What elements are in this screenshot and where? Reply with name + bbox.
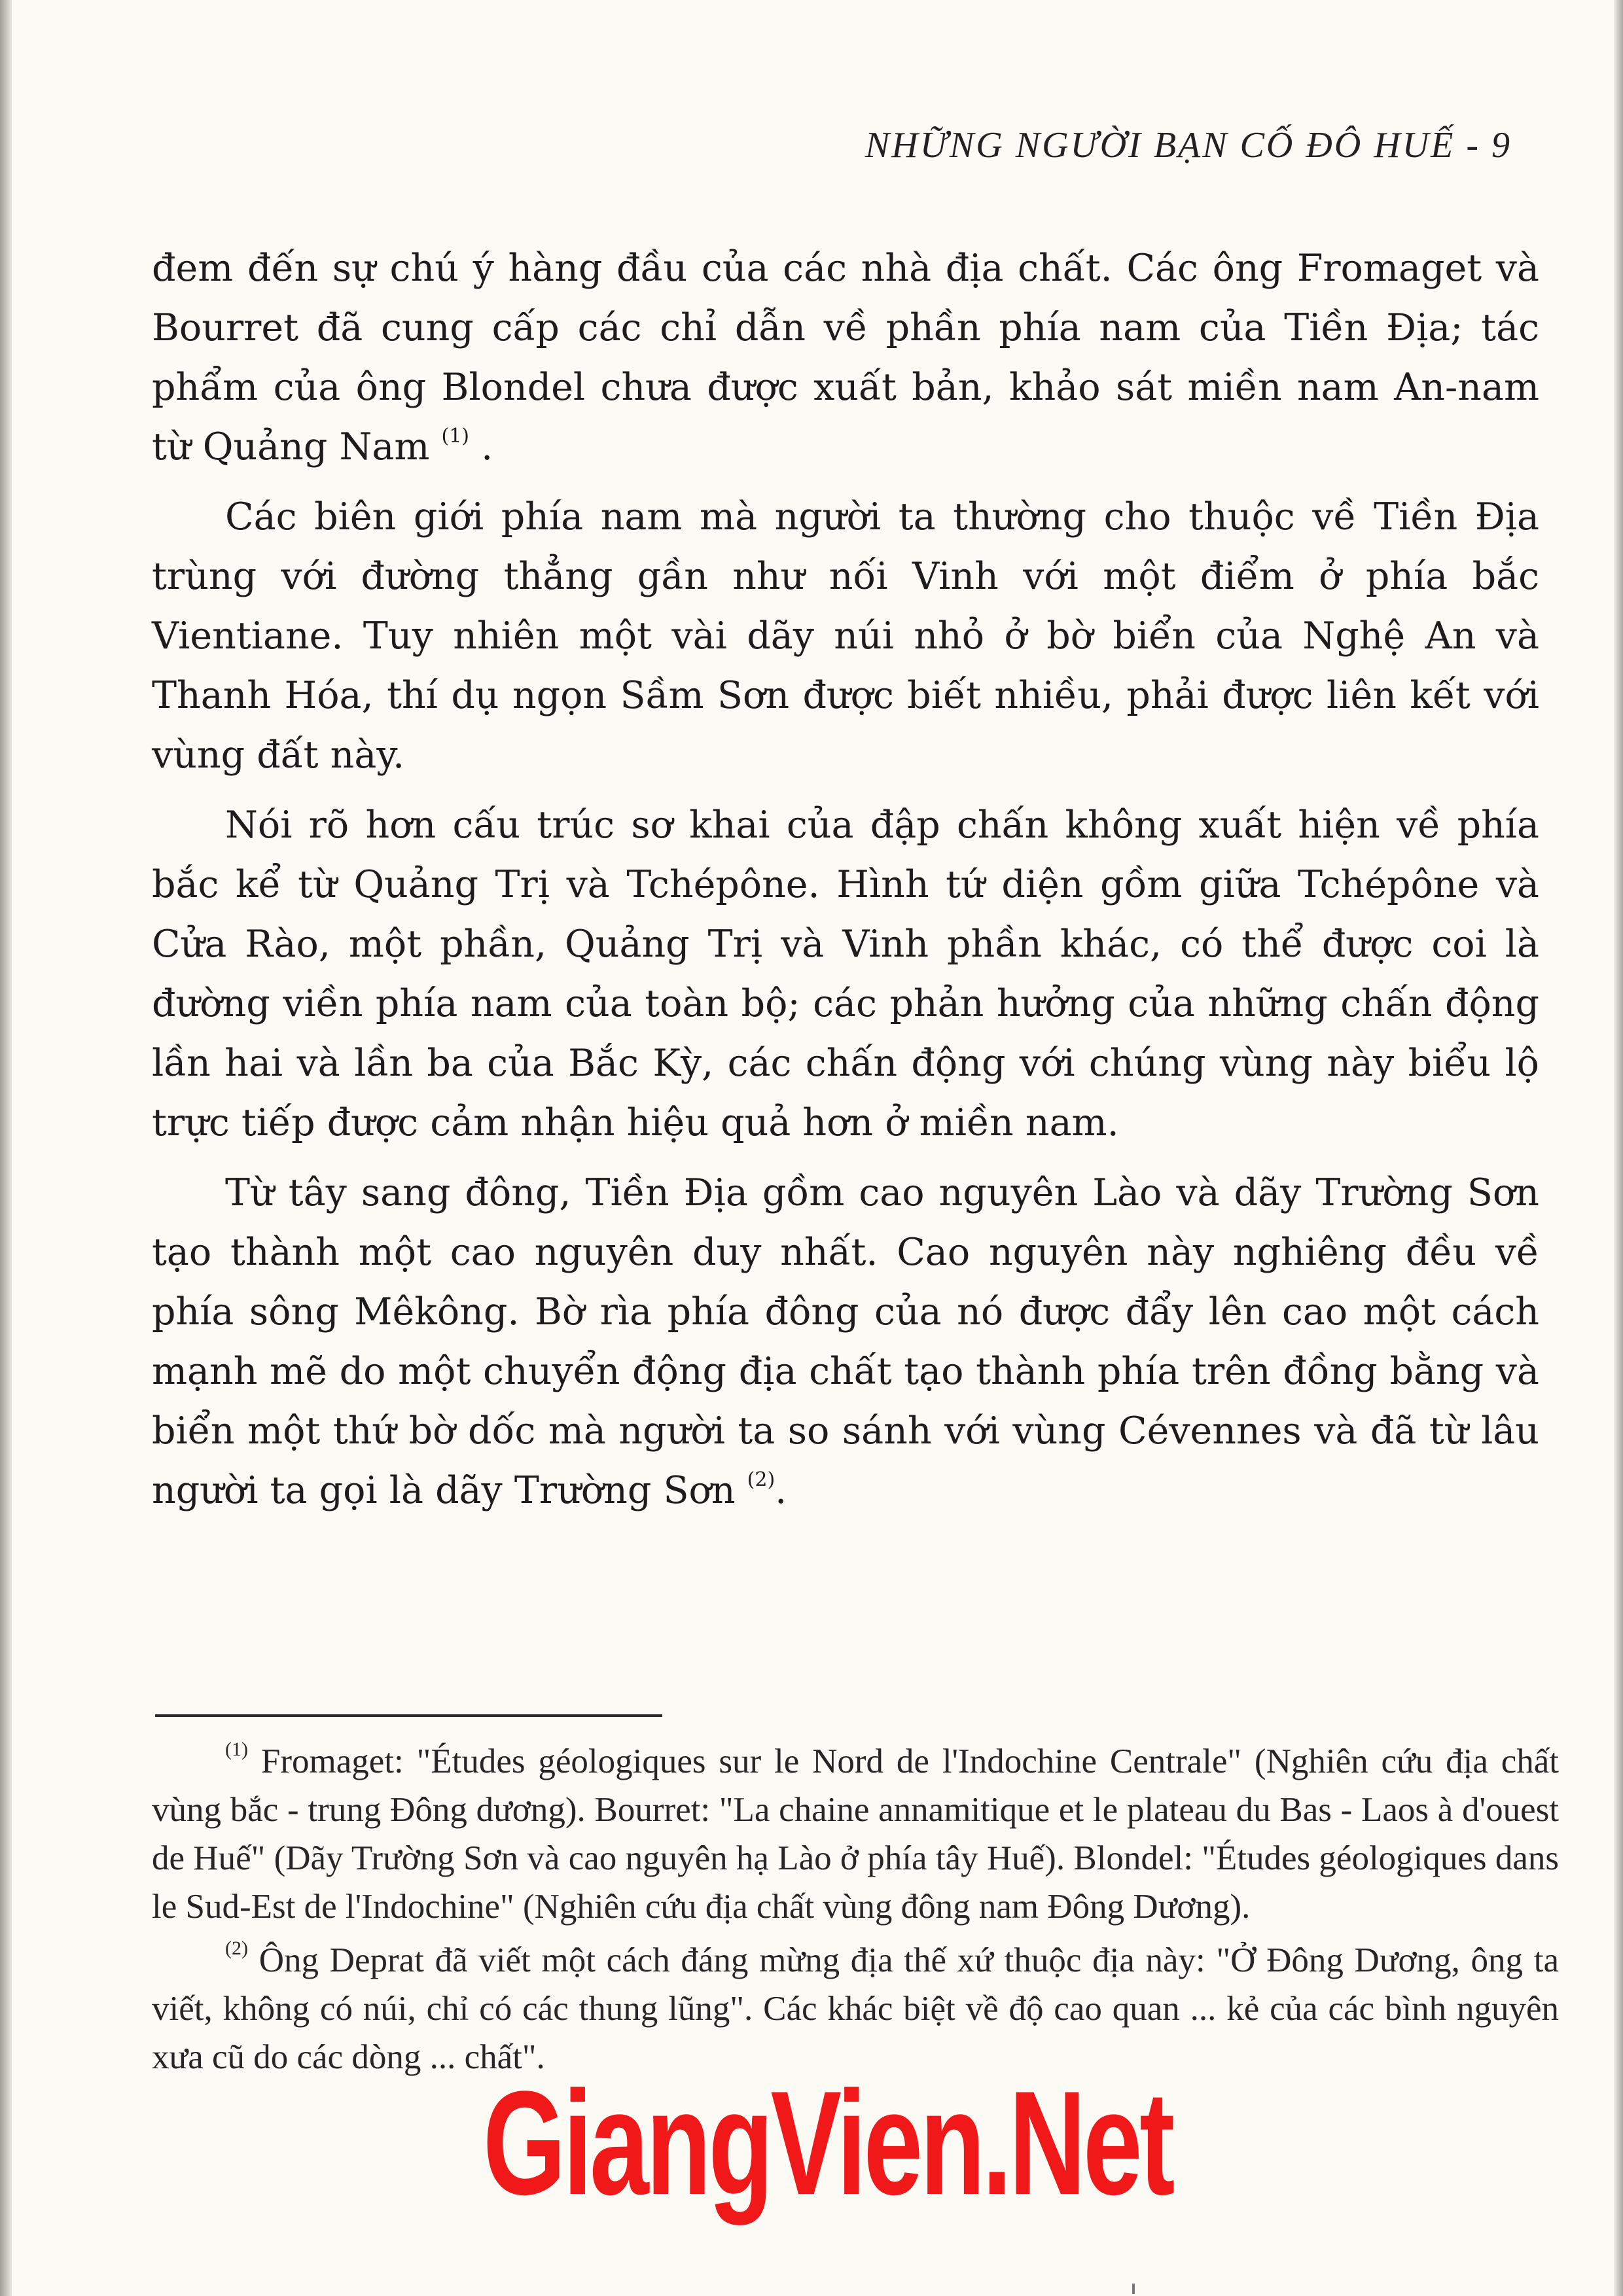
footnotes: [152, 1737, 1559, 2087]
footnote-ref-2: (2): [747, 1468, 776, 1491]
page-edge-right: [1614, 0, 1623, 2296]
paragraph-1-text: đem đến sự chú ý hàng đầu của các nhà địa chất. Các ông Fromaget và Bourret đã cung cấp các chỉ dẫn về phần phía nam của Tiền Địa; tác phẩm của ông Blondel chưa được xuất bản, khảo sát miền nam An-nam từ Quảng Nam: [152, 247, 1539, 468]
paragraph-4-text: Từ tây sang đông, Tiền Địa gồm cao nguyên Lào và dãy Trường Sơn tạo thành một cao nguyên duy nhất. Cao nguyên này nghiêng đều về phía sông Mêkông. Bờ rìa phía đông của nó được đẩy lên cao một cách mạnh mẽ do một chuyển động địa chất tạo thành phía trên đồng bằng và biển một thứ bờ dốc mà người ta so sánh với vùng Cévennes và đã từ lâu người ta gọi là dãy Trường Sơn: [152, 1171, 1539, 1512]
body-text: [152, 239, 1539, 1531]
paragraph-1-end: .: [481, 425, 493, 468]
paragraph-4-end: .: [775, 1469, 787, 1512]
paragraph-2: Các biên giới phía nam mà người ta thường cho thuộc về Tiền Địa trùng với đường thẳng gần như nối Vinh với một điểm ở phía bắc Vientiane. Tuy nhiên một vài dãy núi nhỏ ở bờ biển của Nghệ An và Thanh Hóa, thí dụ ngọn Sầm Sơn được biết nhiều, phải được liên kết với vùng đất này.: [152, 495, 1539, 777]
footnote-2-text: Ông Deprat đã viết một cách đáng mừng địa thế xứ thuộc địa này: "Ở Đông Dương, ông ta viết, không có núi, chỉ có các thung lũng". Các khác biệt về độ cao quan ... kẻ của các bình nguyên xưa cũ do các dòng ... chất".: [152, 1941, 1559, 2076]
footnote-separator: [155, 1714, 662, 1717]
page-edge-left: [0, 0, 12, 2296]
paragraph-3: Nói rõ hơn cấu trúc sơ khai của đập chấn không xuất hiện về phía bắc kể từ Quảng Trị và Tchépône. Hình tứ diện gồm giữa Tchépône và Cửa Rào, một phần, Quảng Trị và Vinh phần khác, có thể được coi là đường viền phía nam của toàn bộ; các phản hưởng của những chấn động lần hai và lần ba của Bắc Kỳ, các chấn động với chúng vùng này biểu lộ trực tiếp được cảm nhận hiệu quả hơn ở miền nam.: [152, 804, 1539, 1144]
watermark-logo: GiangVien.Net: [483, 2060, 1173, 2225]
footnote-1: [152, 1737, 1559, 1931]
paragraph-1: [152, 239, 1539, 477]
footnote-1-mark: (1): [225, 1739, 248, 1760]
footnote-2-mark: (2): [225, 1937, 248, 1959]
footnote-1-text: Fromaget: "Études géologiques sur le Nord de l'Indochine Centrale" (Nghiên cứu địa chất vùng bắc - trung Đông dương). Bourret: "La chaine annamitique et le plateau du Bas - Laos à d'ouest de Huế" (Dãy Trường Sơn và cao nguyên hạ Lào ở phía tây Huế). Blondel: "Études géologiques dans le Sud-Est de l'Indochine" (Nghiên cứu địa chất vùng đông nam Đông Dương).: [152, 1742, 1559, 1926]
running-head: NHỮNG NGƯỜI BẠN CỐ ĐÔ HUẾ - 9: [865, 125, 1512, 166]
scan-mark: [1132, 2284, 1135, 2294]
footnote-ref-1: (1): [441, 425, 470, 448]
paragraph-4: [152, 1163, 1539, 1521]
